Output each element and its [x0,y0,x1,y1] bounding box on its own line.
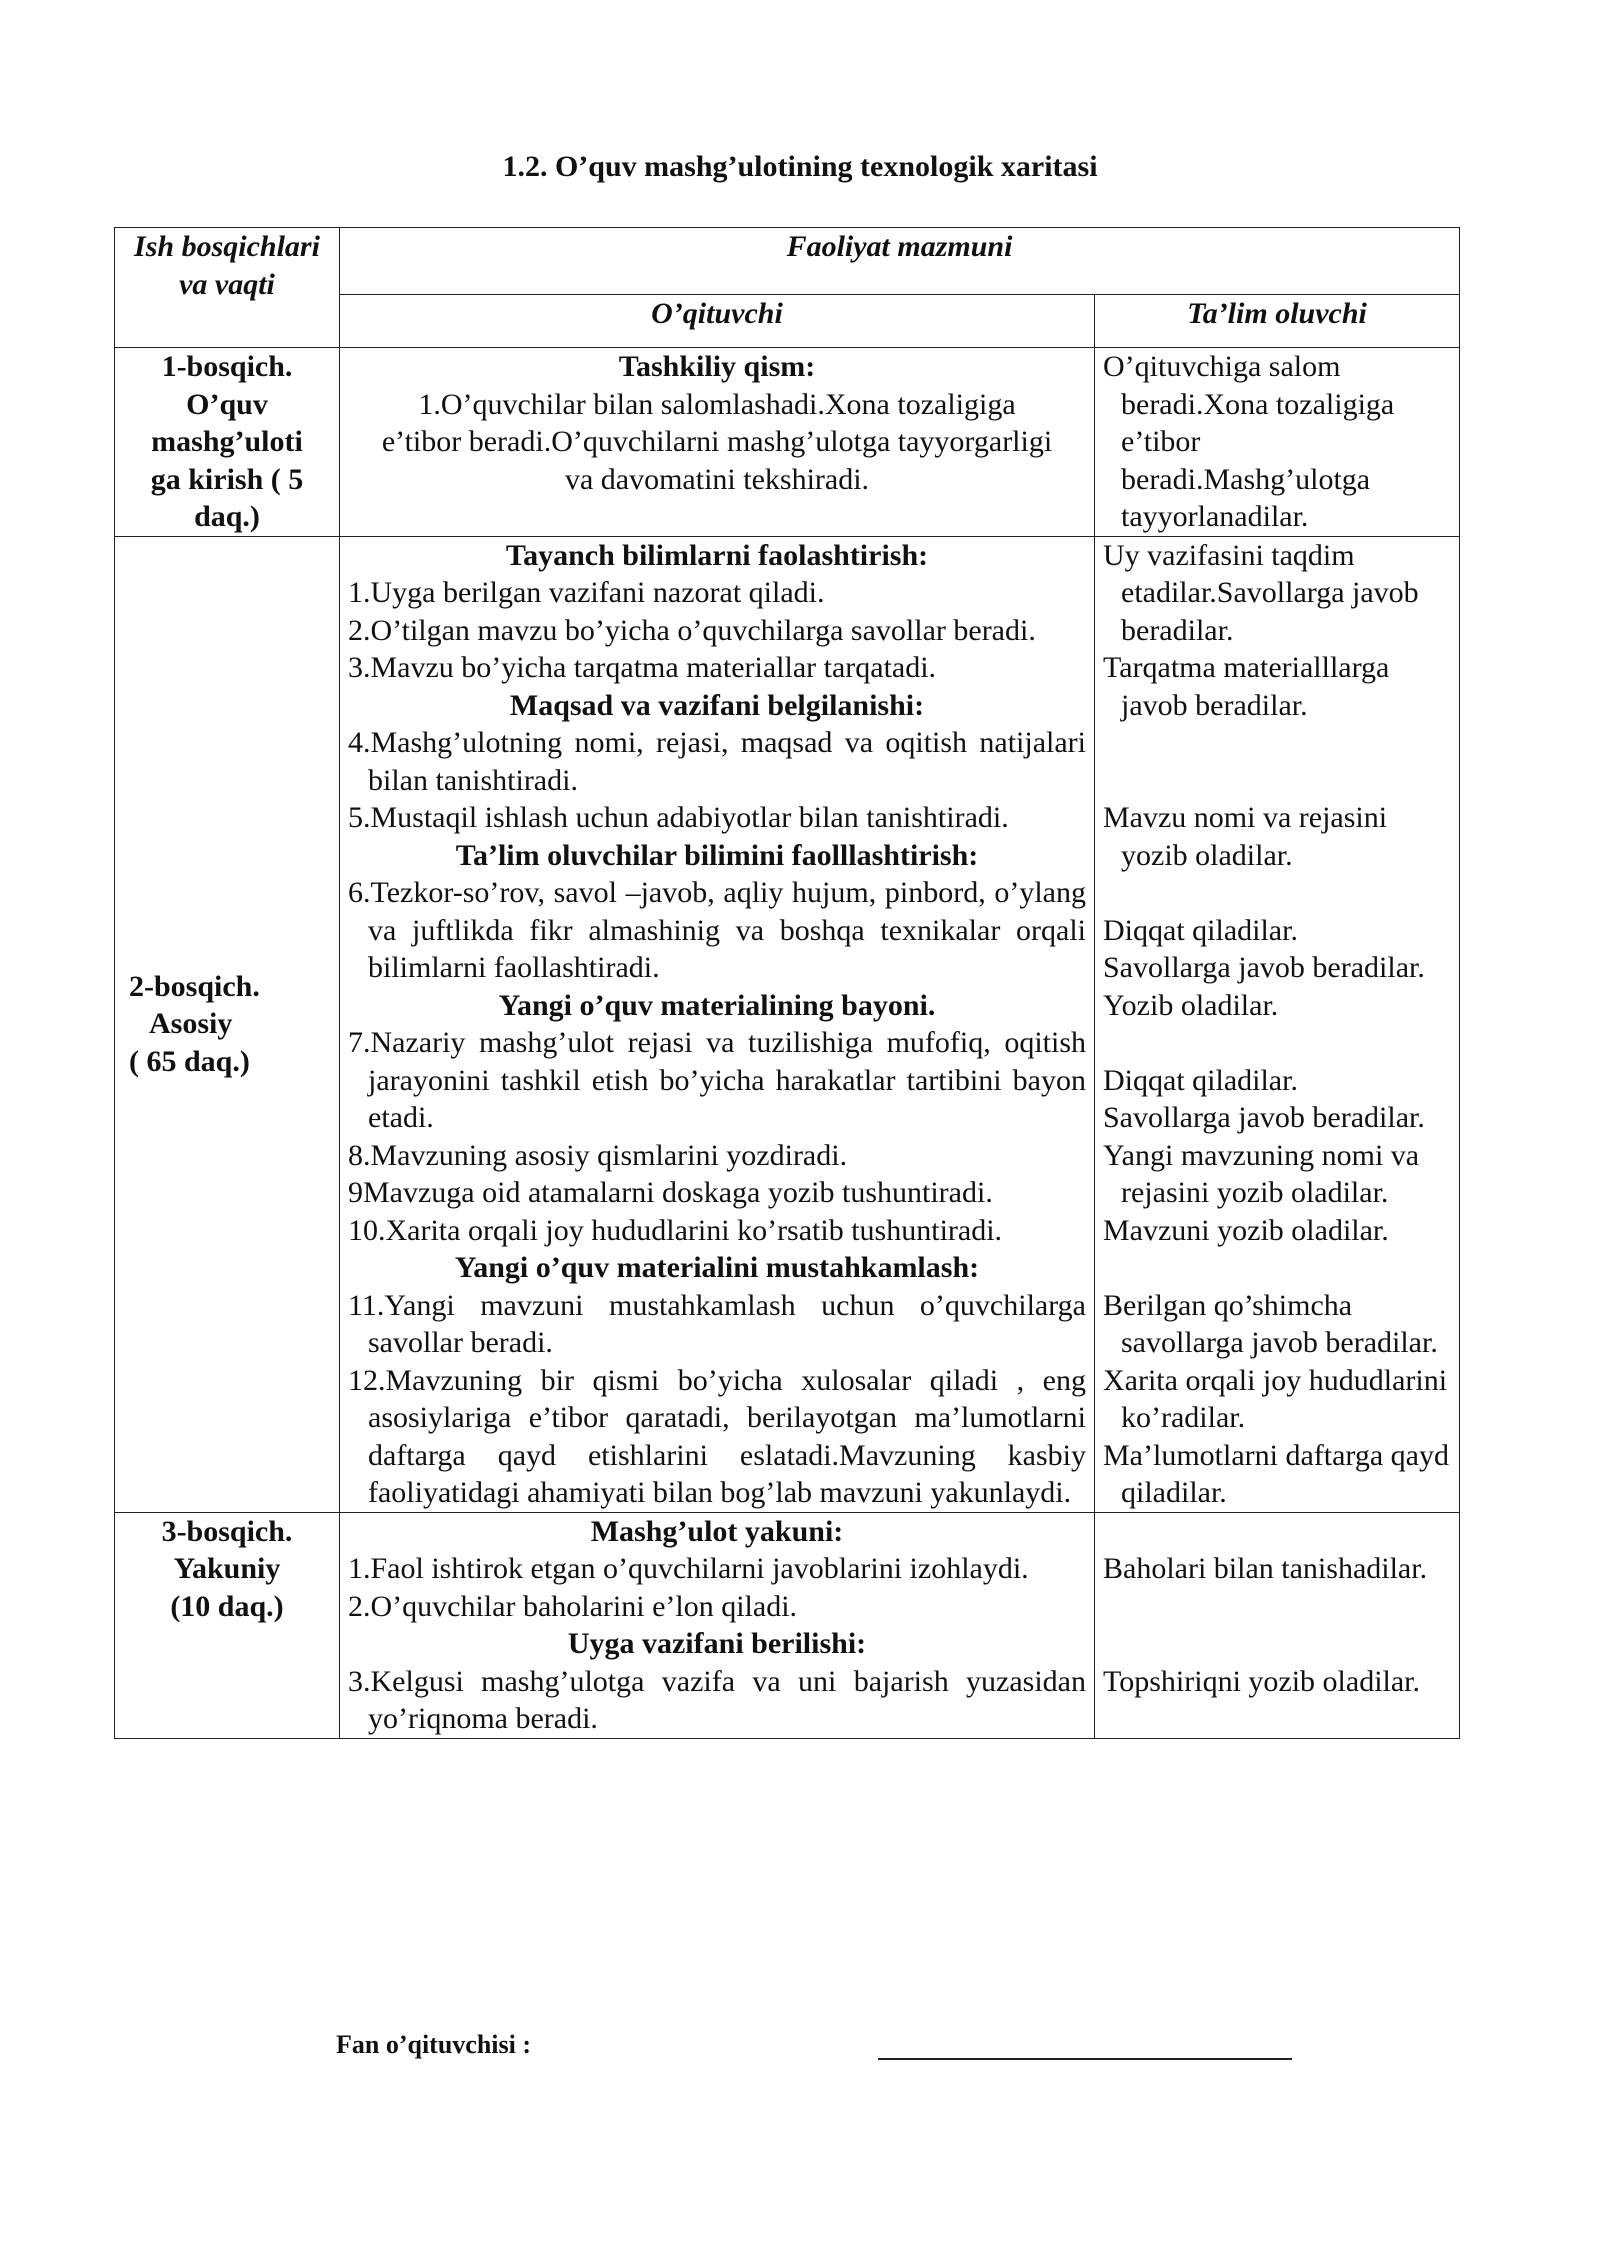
header-teacher: O’qituvchi [340,295,1095,348]
stage2-item-12: 12.Mavzuning bir qismi bo’yicha xulosalar qiladi , eng asosiylariga e’tibor qaratadi, berilayotgan ma’lumotlarni daftarga qayd etishlarini eslatadi.Mavzuning kasbiy faoliyatidagi ahamiyati bilan bog’lab mavzuni yakunlaydi. [348,1363,1086,1509]
stage3-student [1095,1512,1460,1738]
stage2-student-5: Savollarga javob beradilar. [1103,951,1425,984]
stage3-student-1: Baholari bilan tanishadilar. [1103,1552,1428,1585]
stage3-section-1: Mashg’ulot yakuni: [590,1514,844,1548]
page-title: 1.2. O’quv mashg’ulotining texnologik xaritasi [502,150,1098,183]
stage2-label-3: ( 65 daq.) [129,1044,250,1078]
stage3-item-3: 3.Kelgusi mashg’ulotga vazifa va uni bajarish yuzasidan yo’riqnoma beradi. [348,1664,1086,1735]
stage1-label: 1-bosqich. O’quv mashg’uloti ga kirish ( 5 daq.) [115,348,340,537]
stage2-student [1095,536,1460,1512]
stage1-student [1095,348,1460,537]
stage2-item-1: 1.Uyga berilgan vazifani nazorat qiladi. [348,576,825,609]
stage2-row [115,536,1460,1512]
stage2-item-10: 10.Xarita orqali joy hududlarini ko’rsatib tushuntiradi. [348,1213,1003,1247]
stage1-teacher-heading: Tashkiliy qism: [618,350,816,383]
stage2-section-3: Ta’lim oluvchilar bilimini faolllashtirish: [455,838,979,872]
stage2-student-6: Yozib oladilar. [1103,988,1279,1022]
stage1-teacher-text: 1.O’quvchilar bilan salomlashadi.Xona tozaligiga e’tibor beradi.O’quvchilarni mashg’ulotga tayyorgarligi va davomatini tekshiradi. [381,387,1053,496]
header-stage: Ish bosqichlari va vaqti [115,228,340,348]
stage2-label-1: 2-bosqich. [129,969,260,1003]
stage2-item-5: 5.Mustaqil ishlash uchun adabiyotlar bilan tanishtiradi. [348,801,1009,834]
stage3-label-1: 3-bosqich. [161,1514,293,1548]
stage2-student-2: Tarqatma materialllarga javob beradilar. [1103,651,1390,722]
stage2-student-9: Yangi mavzuning nomi va rejasini yozib oladilar. [1103,1138,1420,1209]
stage3-section-2: Uyga vazifani berilishi: [567,1627,867,1660]
signature-line [878,2058,1292,2060]
stage2-label [115,536,340,1512]
stage3-row [115,1512,1460,1738]
stage2-item-8: 8.Mavzuning asosiy qismlarini yozdiradi. [348,1138,848,1172]
stage2-item-3: 3.Mavzu bo’yicha tarqatma materiallar tarqatadi. [348,651,937,684]
stage2-student-4: Diqqat qiladilar. [1103,913,1298,947]
stage1-student-text: O’qituvchiga salom beradi.Xona tozaligiga e’tibor beradi.Mashg’ulotga tayyorlanadilar. [1103,350,1395,533]
stage3-item-1: 1.Faol ishtirok etgan o’quvchilarni javoblarini izohlaydi. [348,1552,1029,1585]
stage2-section-1: Tayanch bilimlarni faolashtirish: [505,538,929,572]
stage2-student-8: Savollarga javob beradilar. [1103,1101,1425,1134]
stage2-student-12: Xarita orqali joy hududlarini ko’radilar. [1103,1363,1448,1434]
stage2-item-4: 4.Mashg’ulotning nomi, rejasi, maqsad va oqitish natijalari bilan tanishtiradi. [348,726,1086,797]
stage3-label-3: (10 daq.) [170,1589,284,1623]
stage2-section-4: Yangi o’quv materialining bayoni. [498,988,936,1022]
stage3-label-2: Yakuniy [173,1552,281,1585]
technology-map-table [114,227,1460,1739]
header-student: Ta’lim oluvchi [1095,295,1460,348]
header-row [115,228,1460,295]
stage1-teacher [340,348,1095,537]
stage3-teacher [340,1512,1095,1738]
stage2-student-7: Diqqat qiladilar. [1103,1063,1298,1097]
teacher-signature-label: Fan o’qituvchisi : [336,2030,532,2059]
stage2-item-9: 9Mavzuga oid atamalarni doskaga yozib tushuntiradi. [348,1176,993,1209]
stage2-teacher [340,536,1095,1512]
header-activity: Faoliyat mazmuni [340,228,1460,295]
stage2-student-1: Uy vazifasini taqdim etadilar.Savollarga javob beradilar. [1103,538,1419,647]
stage3-label [115,1512,340,1738]
stage2-section-2: Maqsad va vazifani belgilanishi: [509,688,925,722]
stage2-label-2: Asosiy [149,1007,233,1041]
stage2-student-13: Ma’lumotlarni daftarga qayd qiladilar. [1103,1438,1449,1509]
stage2-student-3: Mavzu nomi va rejasini yozib oladilar. [1103,801,1388,872]
stage2-item-11: 11.Yangi mavzuni mustahkamlash uchun o’quvchilarga savollar beradi. [348,1288,1086,1359]
stage2-item-7: 7.Nazariy mashg’ulot rejasi va tuzilishiga mufofiq, oqitish jarayonini tashkil etish bo’yicha harakatlar tartibini bayon etadi. [348,1026,1086,1134]
stage2-section-5: Yangi o’quv materialini mustahkamlash: [454,1251,980,1284]
stage2-student-10: Mavzuni yozib oladilar. [1103,1213,1389,1247]
stage1-row [115,348,1460,537]
stage2-item-6: 6.Tezkor-so’rov, savol –javob, aqliy hujum, pinbord, o’ylang va juftlikda fikr almashinig va boshqa texnikalar orqali bilimlarni faollashtiradi. [348,876,1086,984]
stage2-item-2: 2.O’tilgan mavzu bo’yicha o’quvchilarga savollar beradi. [348,613,1036,647]
stage3-item-2: 2.O’quvchilar baholarini e’lon qiladi. [348,1589,798,1623]
stage3-student-2: Topshiriqni yozib oladilar. [1103,1664,1421,1698]
stage2-student-11: Berilgan qo’shimcha savollarga javob beradilar. [1103,1288,1438,1359]
